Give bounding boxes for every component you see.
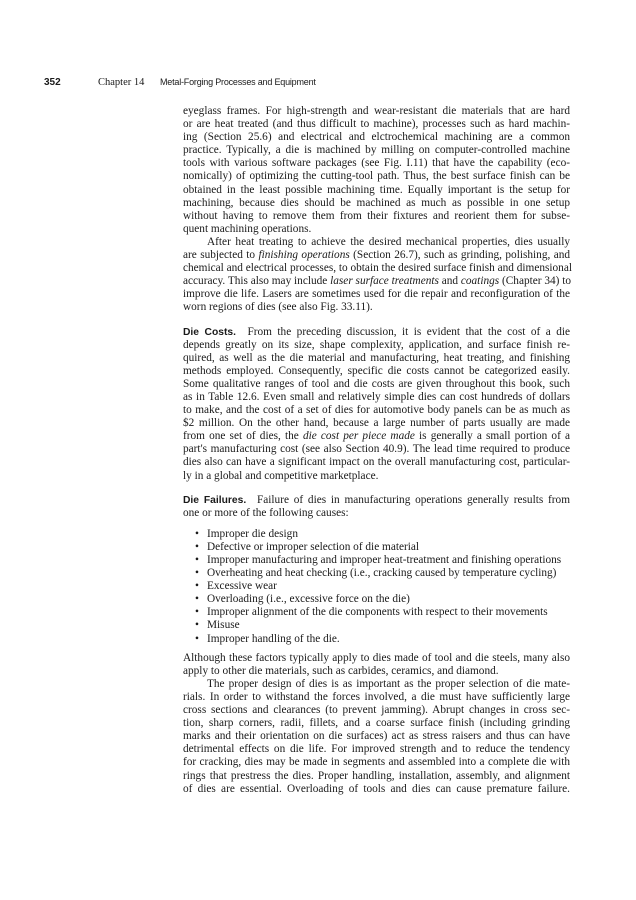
text-line: obtained in the least possible machining time. Equally important is the setup for (183, 183, 570, 196)
text-line (183, 249, 570, 262)
section-die-failures (183, 494, 570, 678)
text-line: tools with various software packages (see Fig. I.11) that have the capability (eco- (183, 157, 570, 170)
text-line: Although these factors typically apply to dies made of tool and die steels, many also (183, 651, 570, 664)
section-die-costs (183, 326, 570, 483)
text-line: practice. Typically, a die is machined by milling on computer-controlled machine (183, 144, 570, 157)
text-line: After heat treating to achieve the desired mechanical properties, dies usually (207, 235, 570, 248)
text-line: quired, as well as the die material and manufacturing, heat treating, and finishing (183, 351, 570, 364)
emphasis: laser surface treatments (330, 275, 439, 288)
text-line: $2 million. On the other hand, because a large number of parts usually are made (183, 417, 570, 430)
list-item: • Misuse (195, 619, 570, 632)
text-line: rings that prestress the dies. Proper handling, installation, assembly, and alignment (183, 769, 570, 782)
text: accuracy. This also may include (183, 275, 331, 288)
text: Failure of dies in manufacturing operations generally results from (256, 493, 570, 506)
text-line: ing (Section 25.6) and electrical and elctrochemical machining are a common (183, 131, 570, 144)
text-line: machining, because dies should be machined as much as possible in one setup (183, 196, 570, 209)
text-line (183, 275, 570, 288)
text-line: rials. In order to withstand the forces involved, a die must have sufficiently large (183, 690, 570, 703)
text-line: nomically) of optimizing the cutting-tool path. Thus, the best surface finish can be (183, 170, 570, 183)
paragraph (183, 236, 570, 315)
text: from one set of dies, the (183, 430, 303, 443)
list-item: • Improper alignment of the die components with respect to their movements (195, 606, 570, 619)
text-line (183, 430, 570, 443)
text-line: one or more of the following causes: (183, 506, 349, 519)
text-line: depends greatly on its size, shape complexity, application, and surface finish re- (183, 338, 570, 351)
text-line: or are heat treated (and thus difficult to machine), processes such as hard machin- (183, 118, 570, 131)
section-heading: Die Costs. (183, 326, 236, 338)
text-line: part's manufacturing cost (see also Section 40.9). The lead time required to produce (183, 443, 570, 456)
text-line: eyeglass frames. For high-strength and wear-resistant die materials that are hard (183, 105, 570, 117)
list-item: • Improper manufacturing and improper heat-treatment and finishing operations (195, 554, 570, 567)
text-line: detrimental effects on die life. For improved strength and to reduce the tendency (183, 743, 570, 756)
text-line: improve die life. Lasers are sometimes used for die repair and reconfiguration of the (183, 288, 570, 301)
paragraph (183, 678, 570, 796)
paragraph (183, 105, 570, 236)
text-line: methods employed. Consequently, specific die costs cannot be categorized easily. (183, 364, 570, 377)
list-item: • Overloading (i.e., excessive force on the die) (195, 593, 570, 606)
text-line: as in Table 12.6. Even small and relatively simple dies can cost hundreds of dollars (183, 390, 570, 403)
list-item: • Excessive wear (195, 580, 570, 593)
list-item: • Overheating and heat checking (i.e., cracking caused by temperature cycling) (195, 567, 570, 580)
body-text (183, 105, 570, 796)
page-number: 352 (44, 77, 61, 88)
list-item: • Defective or improper selection of die material (195, 541, 570, 554)
text-line: cross sections and clearances (to prevent jamming). Abrupt changes in cross sec- (183, 704, 570, 717)
text-line: dies also can have a significant impact on the overall manufacturing cost, particular- (183, 456, 570, 469)
text: (Chapter 34) to (499, 275, 572, 288)
text-line: ly in a global and competitive marketplace. (183, 469, 379, 482)
text: are subjected to (183, 249, 259, 262)
text-line: quent machining operations. (183, 222, 312, 235)
text: (Section 26.7), such as grinding, polishing, and (349, 249, 571, 262)
emphasis: die cost per piece made (302, 430, 415, 443)
text-line: tion, sharp corners, radii, fillets, and a coarse surface finish (including grinding (183, 717, 570, 730)
text-line (183, 326, 570, 339)
text-line: Some qualitative ranges of tool and die costs are given throughout this book, such (183, 377, 570, 390)
text-line: for cracking, dies may be made in segments and assembled into a complete die with (183, 756, 570, 769)
emphasis: finishing operations (258, 249, 350, 262)
text-line: of dies are essential. Overloading of tools and dies can cause premature failure. (183, 782, 570, 795)
text-line (183, 494, 570, 507)
text-line: marks and their orientation on die surfaces) act as stress raisers and thus can have (183, 730, 570, 743)
text-line: worn regions of dies (see also Fig. 33.11). (183, 301, 373, 314)
text: From the preceding discussion, it is evident that the cost of a die (247, 325, 570, 338)
text-line: to make, and the cost of a set of dies for automotive body panels can be as much as (183, 404, 570, 417)
chapter-title: Metal-Forging Processes and Equipment (160, 77, 316, 87)
text-line: apply to other die materials, such as carbides, ceramics, and diamond. (183, 664, 499, 677)
text: is generally a small portion of a (414, 430, 570, 443)
emphasis: coatings (460, 275, 500, 288)
section-heading: Die Failures. (183, 494, 247, 506)
text-line: without having to remove them from their fixtures and reorient them for subse- (183, 209, 570, 222)
text-line: chemical and electrical processes, to obtain the desired surface finish and dimensional (183, 262, 572, 275)
text: and (438, 275, 461, 288)
list-item: • Improper die design (195, 528, 570, 541)
chapter-label: Chapter 14 (98, 77, 145, 88)
causes-list (183, 528, 570, 646)
text-line: The proper design of dies is as important as the proper selection of die mate- (207, 677, 570, 690)
list-item: • Improper handling of the die. (195, 633, 570, 646)
